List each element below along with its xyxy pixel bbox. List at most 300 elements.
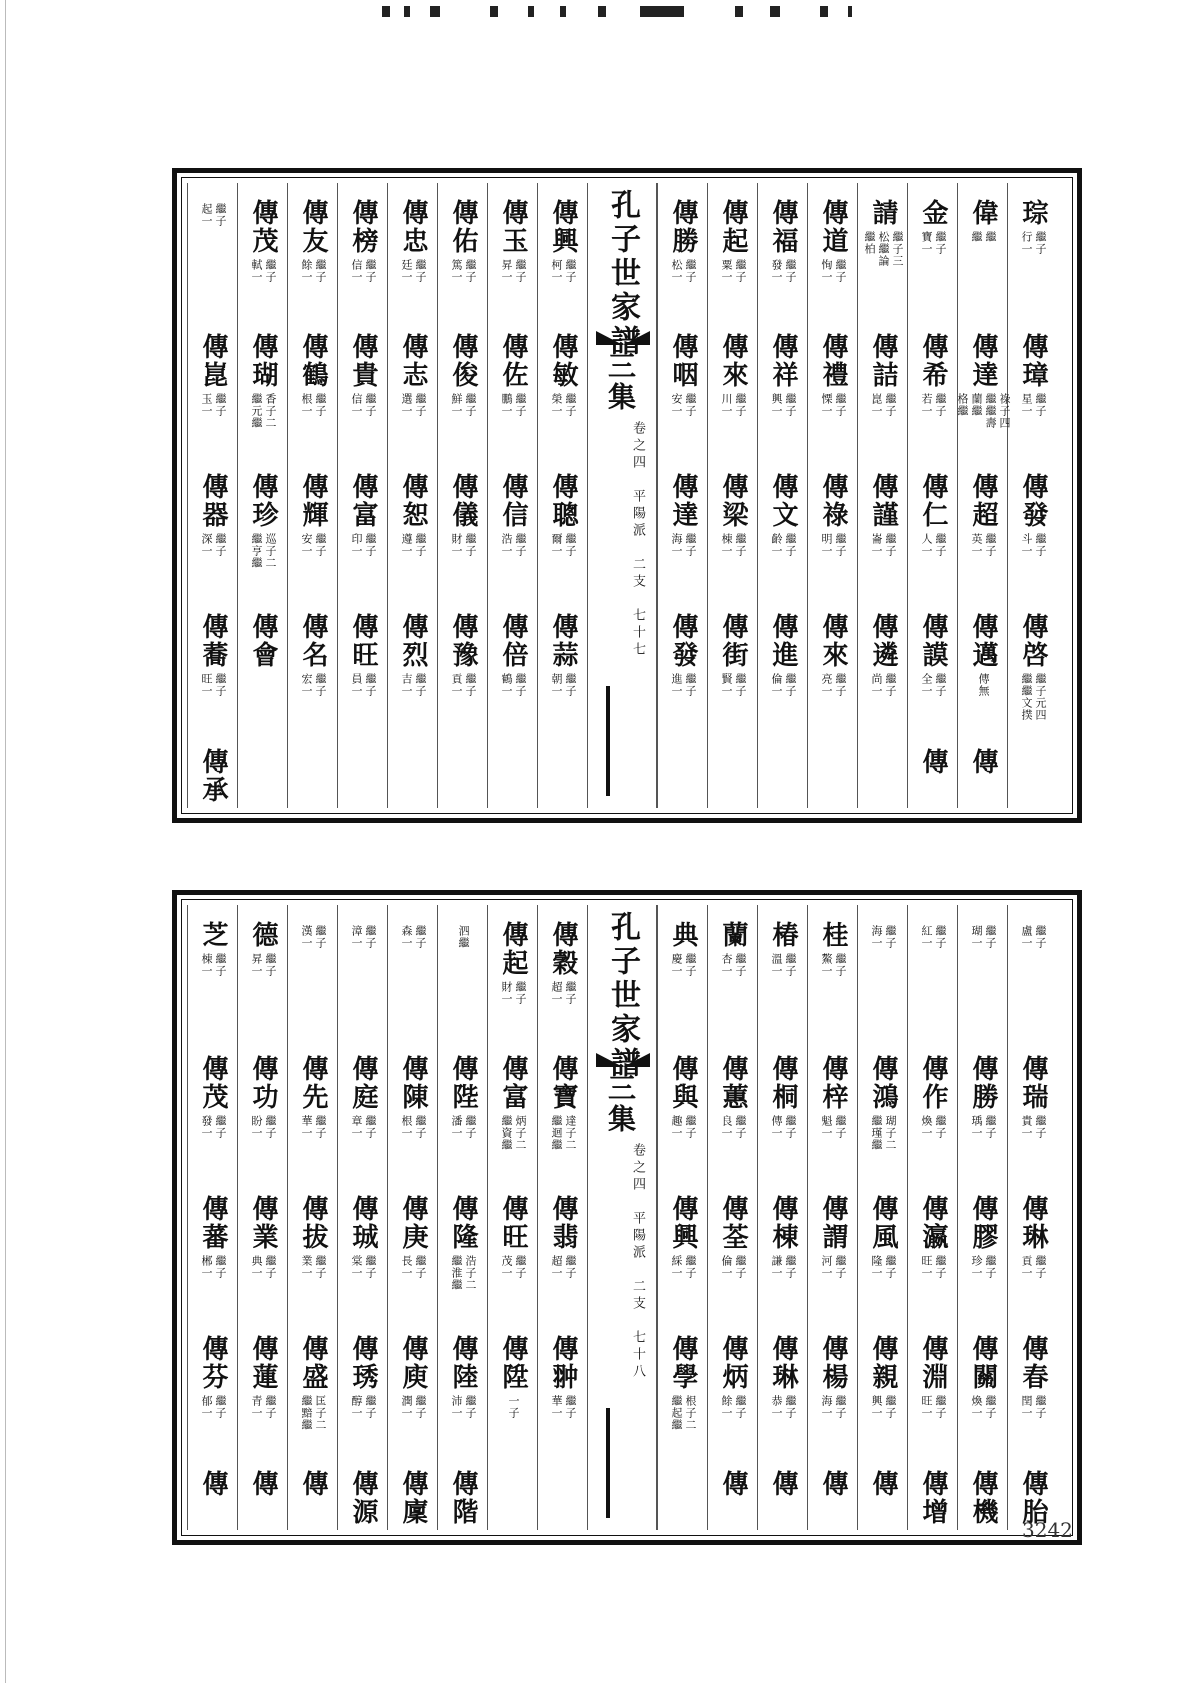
genealogy-entry — [488, 921, 538, 1005]
note-line: 繼子 — [564, 981, 577, 1005]
note-line: 潘一 — [450, 1115, 463, 1139]
person-name: 傳倍 — [498, 613, 528, 669]
lineage-note — [300, 1115, 326, 1139]
top_panel-center-column — [587, 183, 657, 808]
person-name: 傳文 — [768, 473, 798, 529]
note-line: 繼淮繼 — [450, 1255, 463, 1291]
bottom_panel-right-column — [857, 905, 907, 1530]
bottom_panel-right-column — [807, 905, 857, 1530]
genealogy-entry — [388, 613, 438, 697]
lineage-note — [400, 259, 426, 283]
note-line: 繼子 — [364, 1115, 377, 1139]
genealogy-entry — [338, 199, 388, 283]
top_panel-right-column — [907, 183, 957, 808]
note-line: 松一 — [670, 259, 683, 283]
lineage-note — [820, 1255, 846, 1279]
lineage-note — [250, 1115, 276, 1139]
note-line: 森一 — [400, 925, 413, 949]
lineage-note — [300, 259, 326, 283]
genealogy-entry — [388, 473, 438, 557]
person-name: 傳 — [968, 748, 998, 776]
person-name: 傳隆 — [448, 1195, 478, 1251]
note-line: 潤一 — [400, 1395, 413, 1419]
genealogy-entry — [238, 473, 288, 569]
note-line: 超一 — [550, 981, 563, 1005]
note-line: 繼子 — [684, 1115, 697, 1139]
note-line: 繼子 — [934, 533, 947, 557]
note-line: 選一 — [400, 393, 413, 417]
note-line: 繼子 — [214, 1255, 227, 1279]
note-line: 篤一 — [450, 259, 463, 283]
bottom_panel-left-column — [337, 905, 387, 1530]
person-name: 偉 — [968, 199, 998, 227]
note-line: 棟一 — [200, 953, 213, 977]
bottom_panel-right-column — [657, 905, 707, 1530]
genealogy-entry — [858, 1470, 908, 1498]
note-line: 杏一 — [720, 953, 733, 977]
note-line: 繼子 — [514, 981, 527, 1005]
note-line: 昇一 — [500, 259, 513, 283]
note-line: 繼子 — [834, 259, 847, 283]
note-line: 繼子 — [834, 533, 847, 557]
person-name: 傳發 — [1018, 473, 1048, 529]
person-name: 傳風 — [868, 1195, 898, 1251]
note-line: 繼子 — [784, 259, 797, 283]
person-name: 傳超 — [968, 473, 998, 529]
note-line: 繼子 — [514, 393, 527, 417]
person-name: 傳業 — [248, 1195, 278, 1251]
lineage-note — [770, 533, 796, 557]
genealogy-entry — [708, 1195, 758, 1279]
note-line: 炳子二 — [514, 1115, 527, 1151]
genealogy-entry — [758, 1055, 808, 1139]
lineage-note — [550, 259, 576, 283]
genealogy-entry — [658, 473, 708, 557]
top_panel-right-column — [707, 183, 757, 808]
person-name: 傳瑚 — [248, 333, 278, 389]
note-line: 慶一 — [670, 953, 683, 977]
lineage-note — [820, 673, 846, 697]
lineage-note — [550, 1115, 576, 1151]
lineage-note — [450, 1395, 476, 1419]
genealogy-entry — [288, 473, 338, 557]
note-line: 瑀一 — [970, 1115, 983, 1139]
person-name: 傳祿 — [818, 473, 848, 529]
person-name: 傳寶 — [548, 1055, 578, 1111]
genealogy-entry — [858, 921, 908, 949]
genealogy-entry — [238, 1055, 288, 1139]
note-line: 繼子 — [414, 673, 427, 697]
person-name: 傳楊 — [818, 1335, 848, 1391]
note-line: 繼子 — [784, 673, 797, 697]
lineage-note — [770, 1395, 796, 1419]
person-name: 傳拔 — [298, 1195, 328, 1251]
genealogy-entry — [188, 1195, 238, 1279]
note-line: 繼子 — [1034, 1395, 1047, 1419]
person-name: 傳啓 — [1018, 613, 1048, 669]
lineage-note — [920, 393, 946, 417]
lineage-note — [500, 533, 526, 557]
person-name: 傳琇 — [348, 1335, 378, 1391]
lineage-note — [350, 1255, 376, 1279]
lineage-note — [200, 533, 226, 557]
note-line: 珍一 — [970, 1255, 983, 1279]
note-line: 尚一 — [870, 673, 883, 697]
lineage-note — [770, 259, 796, 283]
genealogy-entry — [338, 1470, 388, 1526]
genealogy-entry — [388, 199, 438, 283]
person-name: 傳邁 — [968, 613, 998, 669]
genealogy-entry — [958, 613, 1008, 697]
note-line: 繼子 — [984, 925, 997, 949]
lineage-note — [770, 953, 796, 977]
page-edge-line — [5, 0, 6, 1683]
note-line: 繼子 — [834, 1115, 847, 1139]
lineage-note — [507, 1395, 519, 1419]
lineage-note — [920, 673, 946, 697]
note-line: 繼子 — [884, 533, 897, 557]
person-name: 傳珹 — [348, 1195, 378, 1251]
note-line: 信一 — [350, 259, 363, 283]
note-line: 深一 — [200, 533, 213, 557]
lineage-note — [820, 393, 846, 417]
lineage-note — [970, 533, 996, 557]
person-name: 傳庚 — [398, 1195, 428, 1251]
genealogy-entry — [658, 1055, 708, 1139]
note-line: 繼子 — [464, 673, 477, 697]
lineage-note — [550, 393, 576, 417]
note-line: 繼子 — [314, 259, 327, 283]
genealogy-entry — [388, 1335, 438, 1419]
genealogy-entry — [538, 613, 588, 697]
note-line: 繼子 — [1034, 393, 1047, 417]
note-line: 繼子 — [784, 1395, 797, 1419]
lineage-note — [300, 673, 326, 697]
genealogy-entry — [238, 199, 288, 283]
note-line: 若一 — [920, 393, 933, 417]
note-line: 鮮一 — [450, 393, 463, 417]
note-line: 爾一 — [550, 533, 563, 557]
genealogy-entry — [908, 333, 958, 417]
genealogy-entry — [908, 1055, 958, 1139]
lineage-note — [920, 925, 946, 949]
lineage-note — [870, 1115, 896, 1151]
person-name: 傳 — [298, 1470, 328, 1498]
note-line: 繼子 — [414, 925, 427, 949]
note-line: 倫一 — [770, 673, 783, 697]
genealogy-entry — [758, 333, 808, 417]
genealogy-entry — [708, 1335, 758, 1419]
person-name: 傳鶴 — [298, 333, 328, 389]
genealogy-entry — [858, 1055, 908, 1151]
genealogy-entry — [288, 613, 338, 697]
lineage-note — [550, 533, 576, 557]
person-name: 傳 — [768, 1470, 798, 1498]
lineage-note — [500, 1255, 526, 1279]
note-line: 川一 — [720, 393, 733, 417]
genealogy-entry — [238, 921, 288, 977]
genealogy-entry — [808, 333, 858, 417]
genealogy-entry — [538, 199, 588, 283]
note-line: 海一 — [870, 925, 883, 949]
person-name: 傳梓 — [818, 1055, 848, 1111]
note-line: 繼子 — [314, 393, 327, 417]
genealogy-entry — [658, 199, 708, 283]
top_panel-left-column — [187, 183, 237, 808]
genealogy-entry — [758, 613, 808, 697]
note-line: 煥一 — [920, 1115, 933, 1139]
note-line: 繼子 — [214, 533, 227, 557]
person-name: 金 — [918, 199, 948, 227]
person-name: 傳陸 — [448, 1335, 478, 1391]
genealogy-entry — [438, 473, 488, 557]
person-name: 傳崑 — [198, 333, 228, 389]
note-line: 匡子二 — [314, 1395, 327, 1431]
genealogy-entry — [538, 1195, 588, 1279]
lineage-note — [720, 1395, 746, 1419]
person-name: 傳祥 — [768, 333, 798, 389]
top_panel-left-column — [237, 183, 287, 808]
note-line: 繼子 — [734, 1395, 747, 1419]
note-line: 寶一 — [920, 231, 933, 255]
genealogy-entry — [488, 473, 538, 557]
person-name: 典 — [668, 921, 698, 949]
note-line: 魁一 — [820, 1115, 833, 1139]
note-line: 繼子 — [564, 673, 577, 697]
lineage-note — [820, 1115, 846, 1139]
lineage-note — [1020, 925, 1046, 949]
genealogy-entry — [188, 748, 238, 804]
genealogy-entry — [188, 613, 238, 697]
genealogy-entry — [808, 1055, 858, 1139]
note-line: 繼子 — [784, 533, 797, 557]
lineage-note — [250, 953, 276, 977]
lineage-note — [920, 533, 946, 557]
note-line: 繼子 — [1034, 231, 1047, 255]
person-name: 傳禮 — [818, 333, 848, 389]
lineage-note — [720, 259, 746, 283]
note-line: 繼子 — [734, 533, 747, 557]
note-line: 隆一 — [870, 1255, 883, 1279]
note-line: 貢一 — [1020, 1255, 1033, 1279]
note-line: 賢一 — [720, 673, 733, 697]
note-line: 繼子 — [1034, 533, 1047, 557]
lineage-note — [720, 673, 746, 697]
person-name: 傳聰 — [548, 473, 578, 529]
genealogy-entry — [908, 473, 958, 557]
bottom_panel-right-column — [757, 905, 807, 1530]
note-line: 安一 — [300, 533, 313, 557]
note-line: 漢一 — [300, 925, 313, 949]
note-line: 繼子 — [784, 393, 797, 417]
person-name: 傳咽 — [668, 333, 698, 389]
person-name: 琮 — [1018, 199, 1048, 227]
genealogy-entry — [858, 333, 908, 417]
note-line: 粟一 — [720, 259, 733, 283]
genealogy-entry — [708, 199, 758, 283]
genealogy-entry — [1008, 1335, 1058, 1419]
note-line: 起一 — [200, 203, 213, 227]
person-name: 傳信 — [498, 473, 528, 529]
person-name: 傳琳 — [1018, 1195, 1048, 1251]
person-name: 傳蒜 — [548, 613, 578, 669]
note-line: 良一 — [720, 1115, 733, 1139]
note-line: 繼子 — [984, 533, 997, 557]
lineage-note — [670, 1395, 696, 1431]
lineage-note — [550, 981, 576, 1005]
note-line: 瑚一 — [970, 925, 983, 949]
note-line: 瑚子二 — [884, 1115, 897, 1151]
lineage-note — [920, 1115, 946, 1139]
note-line: 繼繼文撲 — [1020, 673, 1033, 721]
person-name: 傳發 — [668, 613, 698, 669]
person-name: 傳膠 — [968, 1195, 998, 1251]
genealogy-entry — [388, 1470, 438, 1526]
person-name: 傳源 — [348, 1470, 378, 1526]
note-line: 繼子 — [834, 1395, 847, 1419]
lineage-note — [300, 1395, 326, 1431]
person-name: 傳來 — [818, 613, 848, 669]
person-name: 傳勝 — [668, 199, 698, 255]
note-line: 發一 — [200, 1115, 213, 1139]
note-line: 財一 — [500, 981, 513, 1005]
person-name: 傳功 — [248, 1055, 278, 1111]
top_panel-right-column — [807, 183, 857, 808]
genealogy-entry — [958, 1195, 1008, 1279]
genealogy-entry — [908, 1195, 958, 1279]
genealogy-entry — [908, 613, 958, 697]
note-line: 繼子 — [984, 1395, 997, 1419]
note-line: 繼子 — [364, 673, 377, 697]
genealogy-entry — [958, 199, 1008, 243]
lineage-note — [200, 203, 226, 227]
genealogy-entry — [488, 1335, 538, 1419]
genealogy-entry — [488, 1195, 538, 1279]
person-name: 傳 — [918, 748, 948, 776]
genealogy-entry — [238, 1470, 288, 1498]
genealogy-entry — [438, 1055, 488, 1139]
note-line: 繼子 — [464, 1115, 477, 1139]
bottom_panel-left-column — [237, 905, 287, 1530]
lineage-note — [863, 231, 903, 267]
genealogy-entry — [958, 1055, 1008, 1139]
genealogy-entry — [1008, 199, 1058, 255]
note-line: 繼子 — [264, 259, 277, 283]
lineage-note — [200, 1395, 226, 1419]
genealogy-entry — [908, 921, 958, 949]
lineage-note — [250, 259, 276, 283]
genealogy-entry — [288, 1195, 338, 1279]
note-line: 蘭繼 — [970, 393, 983, 417]
note-line: 繼子 — [934, 925, 947, 949]
note-line: 繼子 — [264, 1255, 277, 1279]
person-name: 傳穀 — [548, 921, 578, 977]
note-line: 沛一 — [450, 1395, 463, 1419]
genealogy-entry — [658, 613, 708, 697]
note-line: 茂一 — [500, 1255, 513, 1279]
top_panel-right-column — [857, 183, 907, 808]
lineage-note — [500, 259, 526, 283]
note-line: 崑一 — [870, 393, 883, 417]
genealogy-entry — [658, 333, 708, 417]
note-line: 貴一 — [1020, 1115, 1033, 1139]
note-line: 繼子 — [514, 1255, 527, 1279]
lineage-note — [300, 1255, 326, 1279]
person-name: 傳輝 — [298, 473, 328, 529]
note-line: 青一 — [250, 1395, 263, 1419]
person-name: 傳敏 — [548, 333, 578, 389]
lineage-note — [457, 925, 469, 949]
person-name: 傳玉 — [498, 199, 528, 255]
note-line: 閏一 — [1020, 1395, 1033, 1419]
person-name: 傳名 — [298, 613, 328, 669]
note-line: 繼子 — [834, 1255, 847, 1279]
person-name: 傳進 — [768, 613, 798, 669]
note-line: 繼迴繼 — [550, 1115, 563, 1151]
scan-top-strip — [0, 0, 1190, 18]
note-line: 星一 — [1020, 393, 1033, 417]
lineage-note — [870, 1395, 896, 1419]
genealogy-entry — [1008, 473, 1058, 557]
genealogy-entry — [908, 1470, 958, 1526]
lineage-note — [350, 393, 376, 417]
note-line: 繼子 — [314, 533, 327, 557]
note-line: 祿子四 — [998, 393, 1011, 429]
note-line: 繼子 — [364, 1255, 377, 1279]
person-name: 傳親 — [868, 1335, 898, 1391]
genealogy-entry — [338, 613, 388, 697]
genealogy-entry — [538, 921, 588, 1005]
lineage-note — [720, 533, 746, 557]
lineage-note — [670, 393, 696, 417]
genealogy-entry — [438, 333, 488, 417]
lineage-note — [350, 673, 376, 697]
person-name: 傳貴 — [348, 333, 378, 389]
person-name: 傳淵 — [918, 1335, 948, 1391]
note-line: 繼子 — [414, 1395, 427, 1419]
note-line: 印一 — [350, 533, 363, 557]
person-name: 傳來 — [718, 333, 748, 389]
note-line: 進一 — [670, 673, 683, 697]
note-line: 廷一 — [400, 259, 413, 283]
note-line: 綵一 — [670, 1255, 683, 1279]
lineage-note — [720, 1115, 746, 1139]
genealogy-entry — [238, 1195, 288, 1279]
note-line: 發一 — [770, 259, 783, 283]
person-name: 傳蕙 — [718, 1055, 748, 1111]
note-line: 繼子 — [364, 259, 377, 283]
genealogy-entry — [388, 1195, 438, 1279]
person-name: 蘭 — [718, 921, 748, 949]
lineage-note — [300, 925, 326, 949]
genealogy-entry — [1008, 921, 1058, 949]
genealogy-entry — [288, 199, 338, 283]
genealogy-entry — [958, 473, 1008, 557]
genealogy-entry — [858, 613, 908, 697]
person-name: 傳興 — [548, 199, 578, 255]
lineage-note — [977, 673, 989, 697]
person-name: 傳友 — [298, 199, 328, 255]
genealogy-entry — [438, 199, 488, 283]
note-line: 繼子 — [264, 1395, 277, 1419]
lineage-note — [1020, 1115, 1046, 1139]
note-line: 員一 — [350, 673, 363, 697]
note-line: 倫一 — [720, 1255, 733, 1279]
note-line: 繼子 — [564, 393, 577, 417]
note-line: 繼子 — [464, 533, 477, 557]
lineage-note — [670, 953, 696, 977]
genealogy-entry — [808, 1470, 858, 1498]
